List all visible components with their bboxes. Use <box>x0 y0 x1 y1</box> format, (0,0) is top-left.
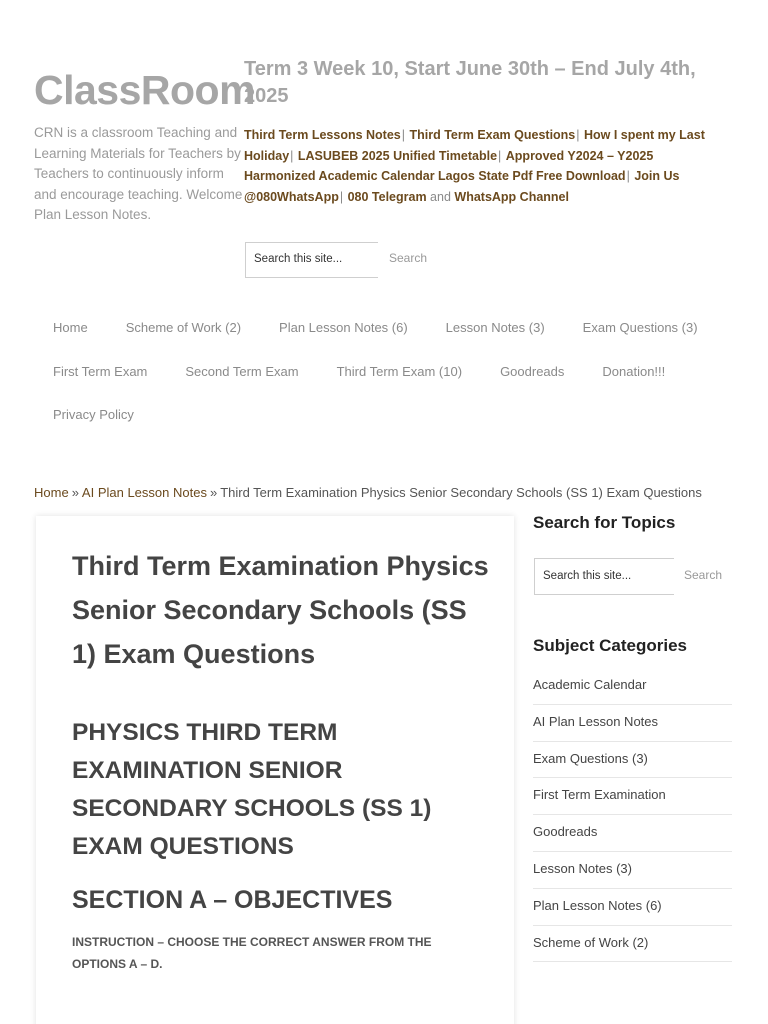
link-how-i-spent-holiday[interactable]: How I spent my Last Holiday <box>244 128 705 163</box>
nav-item-goodreads[interactable]: Goodreads <box>500 363 565 379</box>
nav-row <box>34 306 734 350</box>
separator: | <box>290 148 294 163</box>
nav-item-home[interactable]: Home <box>53 320 88 336</box>
header-search-input[interactable]: Search this site... <box>245 242 378 278</box>
category-item-scheme-of-work[interactable]: Scheme of Work (2) <box>533 926 732 963</box>
nav-item-second-term-exam[interactable]: Second Term Exam <box>185 363 299 379</box>
separator: | <box>626 169 630 183</box>
and-text: and <box>430 189 451 204</box>
category-item-goodreads[interactable]: Goodreads <box>533 815 732 852</box>
nav-item-donation[interactable]: Donation!!! <box>602 363 666 379</box>
section-heading: SECTION A – OBJECTIVES <box>72 886 393 914</box>
nav-item-plan-lesson-notes[interactable]: Plan Lesson Notes (6) <box>279 320 408 336</box>
category-item-ai-plan-lesson-notes[interactable]: AI Plan Lesson Notes <box>533 705 732 742</box>
category-item-plan-lesson-notes[interactable]: Plan Lesson Notes (6) <box>533 889 732 926</box>
breadcrumb-home[interactable]: Home <box>34 485 69 500</box>
separator: | <box>339 189 344 204</box>
nav-item-lesson-notes[interactable]: Lesson Notes (3) <box>445 320 545 336</box>
notice-links <box>244 125 724 207</box>
separator: | <box>401 128 405 142</box>
breadcrumb-current: Third Term Examination Physics Senior Secondary Schools (SS 1) Exam Questions <box>220 485 702 500</box>
nav-row <box>34 350 734 394</box>
link-third-term-exam-questions[interactable]: Third Term Exam Questions <box>409 128 576 142</box>
separator: | <box>576 128 580 142</box>
article-title: Third Term Examination Physics Senior Secondary Schools (SS 1) Exam Questions <box>72 551 489 669</box>
link-academic-calendar[interactable]: Approved Y2024 – Y2025 Harmonized Academic Calendar Lagos State Pdf Free Download <box>244 148 654 183</box>
category-item-first-term-examination[interactable]: First Term Examination <box>533 778 732 815</box>
link-third-term-lessons-notes[interactable]: Third Term Lessons Notes <box>244 128 401 142</box>
breadcrumb-separator: » <box>71 485 79 500</box>
sidebar-search-button[interactable]: Search <box>684 568 723 582</box>
notice-title: Term 3 Week 10, Start June 30th – End July 4th, 2025 <box>244 58 696 107</box>
nav-item-third-term-exam[interactable]: Third Term Exam (10) <box>336 363 463 379</box>
sidebar-search-input[interactable]: Search this site... <box>534 558 674 595</box>
link-whatsapp-channel[interactable]: WhatsApp Channel <box>454 189 569 204</box>
nav-item-exam-questions[interactable]: Exam Questions (3) <box>582 320 698 336</box>
category-item-exam-questions[interactable]: Exam Questions (3) <box>533 742 732 779</box>
breadcrumb-parent[interactable]: AI Plan Lesson Notes <box>81 485 207 500</box>
breadcrumb <box>34 485 754 500</box>
nav-item-first-term-exam[interactable]: First Term Exam <box>53 363 148 379</box>
sidebar-categories-heading: Subject Categories <box>533 636 687 655</box>
site-title[interactable]: ClassRoom <box>34 67 256 113</box>
breadcrumb-separator: » <box>209 485 218 500</box>
main-nav <box>34 306 734 437</box>
separator: | <box>498 148 502 163</box>
nav-item-scheme-of-work[interactable]: Scheme of Work (2) <box>125 320 242 336</box>
link-lasubeb-timetable[interactable]: LASUBEB 2025 Unified Timetable <box>297 148 498 163</box>
article-heading: PHYSICS THIRD TERM EXAMINATION SENIOR SECONDARY SCHOOLS (SS 1) EXAM QUESTIONS <box>72 719 432 860</box>
category-item-academic-calendar[interactable]: Academic Calendar <box>533 668 732 705</box>
sidebar-search-heading: Search for Topics <box>533 513 676 532</box>
nav-item-privacy-policy[interactable]: Privacy Policy <box>53 407 134 423</box>
category-item-lesson-notes[interactable]: Lesson Notes (3) <box>533 852 732 889</box>
category-list <box>533 668 732 962</box>
site-description: CRN is a classroom Teaching and Learning Materials for Teachers by Teachers to continuously inform and encourage teaching. Welcome Plan Lesson Notes. <box>34 125 243 222</box>
link-telegram[interactable]: 080 Telegram <box>347 189 427 204</box>
link-join-whatsapp[interactable]: Join Us @080WhatsApp <box>244 169 680 204</box>
header-search-button[interactable]: Search <box>389 251 428 265</box>
nav-row <box>34 393 734 437</box>
instruction-text: INSTRUCTION – CHOOSE THE CORRECT ANSWER FROM THE OPTIONS A – D. <box>72 935 432 971</box>
article-card <box>36 516 514 1024</box>
